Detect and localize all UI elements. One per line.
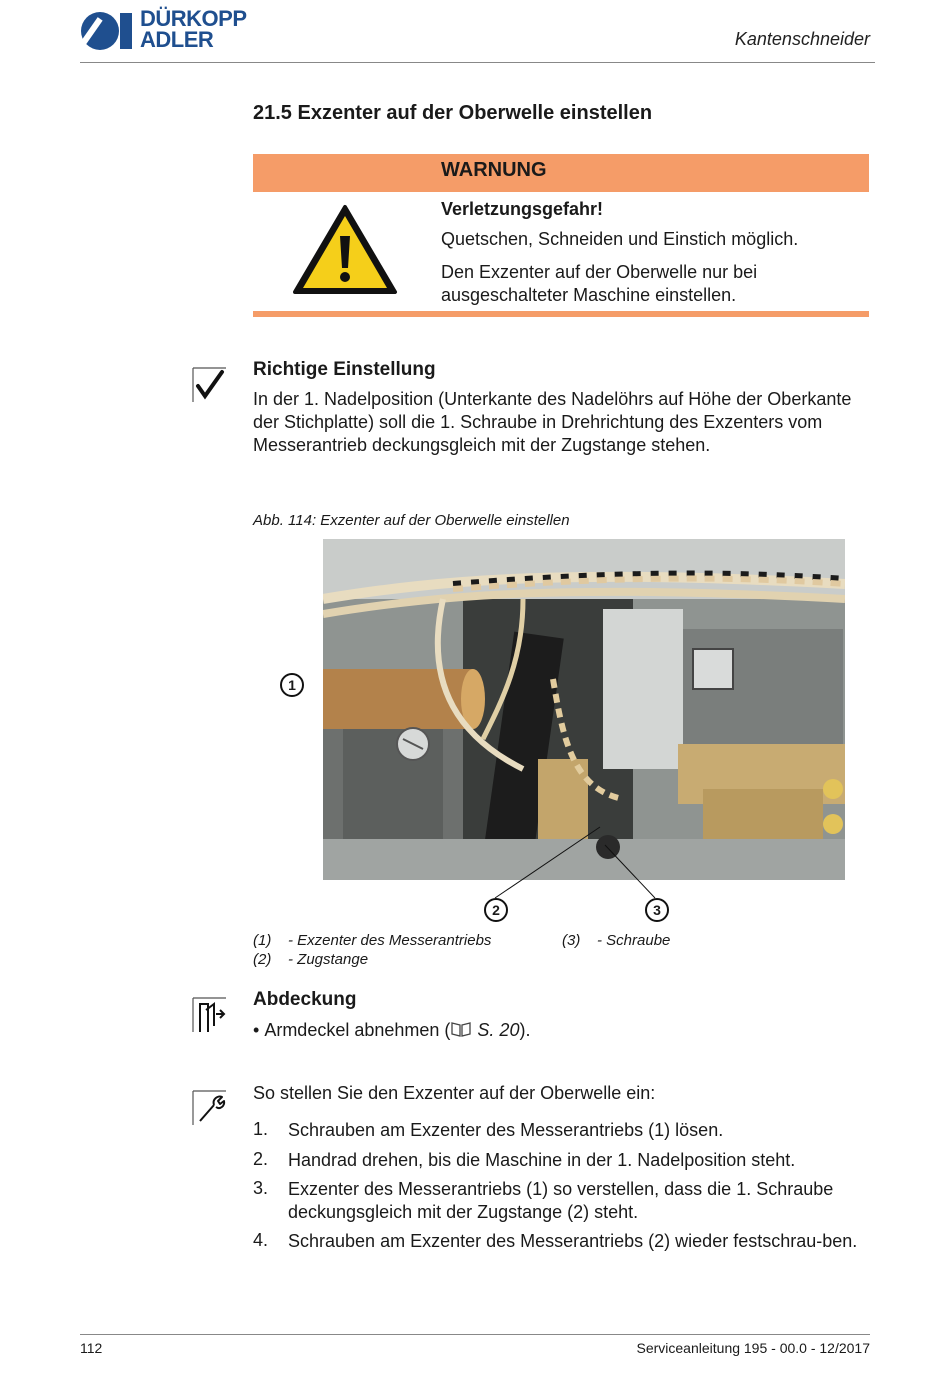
step-text-1: Schrauben am Exzenter des Messerantriebs (1) lösen. <box>288 1120 724 1140</box>
brand-logo <box>80 8 270 54</box>
step-text-4: Schrauben am Exzenter des Messerantriebs (2) wieder festschrau-ben. <box>288 1231 858 1251</box>
legend-text-1: - Exzenter des Messerantriebs <box>288 932 492 949</box>
figure-caption: Abb. 114: Exzenter auf der Oberwelle einstellen <box>253 512 570 529</box>
chapter-title: Kantenschneider <box>734 29 870 49</box>
callout-3: 3 <box>645 898 669 922</box>
legend-num-2: (2) <box>253 951 272 968</box>
procedure-intro: So stellen Sie den Exzenter auf der Oberwelle ein: <box>253 1083 656 1103</box>
cover-bullet <box>253 1019 530 1042</box>
warning-bottom-bar <box>253 311 869 317</box>
warning-triangle-icon <box>292 204 398 296</box>
page-reference-link[interactable]: S. 20 <box>477 1020 520 1040</box>
legend-num-1: (1) <box>253 932 272 949</box>
correct-setting-heading: Richtige Einstellung <box>253 359 436 380</box>
step-text-2: Handrad drehen, bis die Maschine in der 1. Nadelposition steht. <box>288 1150 796 1170</box>
step-number-4: 4. <box>253 1230 269 1250</box>
book-icon <box>450 1021 472 1037</box>
step-text-3: Exzenter des Messerantriebs (1) so verstellen, dass die 1. Schraube deckungsgleich mit der Zugstange (2) steht. <box>288 1179 834 1222</box>
bullet-dot: • <box>253 1020 265 1040</box>
callout-2: 2 <box>484 898 508 922</box>
callout-1: 1 <box>280 673 304 697</box>
warning-label: WARNUNG <box>441 159 547 181</box>
warning-bar <box>253 154 869 192</box>
header-divider <box>80 62 875 63</box>
wrench-icon <box>192 1089 228 1129</box>
legend-text-3: - Schraube <box>597 932 671 949</box>
brand-line-1: DÜRKOPP <box>140 6 247 31</box>
warning-text-2: Den Exzenter auf der Oberwelle nur bei ausgeschalteter Maschine einstellen. <box>441 262 758 305</box>
warning-heading: Verletzungsgefahr! <box>441 199 604 219</box>
section-title: 21.5 Exzenter auf der Oberwelle einstellen <box>253 102 653 124</box>
legend-text-2: - Zugstange <box>288 951 369 968</box>
callout-leader-lines <box>490 825 660 900</box>
legend-num-3: (3) <box>562 932 581 949</box>
step-number-2: 2. <box>253 1149 269 1169</box>
footer-divider <box>80 1334 870 1335</box>
cover-heading: Abdeckung <box>253 989 357 1010</box>
cover-bullet-prefix: Armdeckel abnehmen ( <box>264 1020 451 1040</box>
correct-setting-text: In der 1. Nadelposition (Unterkante des Nadelöhrs auf Höhe der Oberkante der Stichplatte) soll die 1. Schraube in Drehrichtung des Exzenters vom Messerantrieb deckungsgleich mit der Zugstange stehen. <box>253 389 852 455</box>
cover-removal-icon <box>192 996 228 1036</box>
warning-text-1: Quetschen, Schneiden und Einstich möglich. <box>441 229 799 249</box>
page-number: 112 <box>80 1340 103 1356</box>
document-id: Serviceanleitung 195 - 00.0 - 12/2017 <box>636 1340 870 1356</box>
step-number-3: 3. <box>253 1178 269 1198</box>
checkmark-icon <box>192 366 228 406</box>
duerkopp-adler-logo-icon <box>80 10 134 52</box>
brand-line-2: ADLER <box>140 27 214 52</box>
cover-bullet-suffix: ). <box>519 1020 531 1040</box>
step-number-1: 1. <box>253 1119 269 1139</box>
